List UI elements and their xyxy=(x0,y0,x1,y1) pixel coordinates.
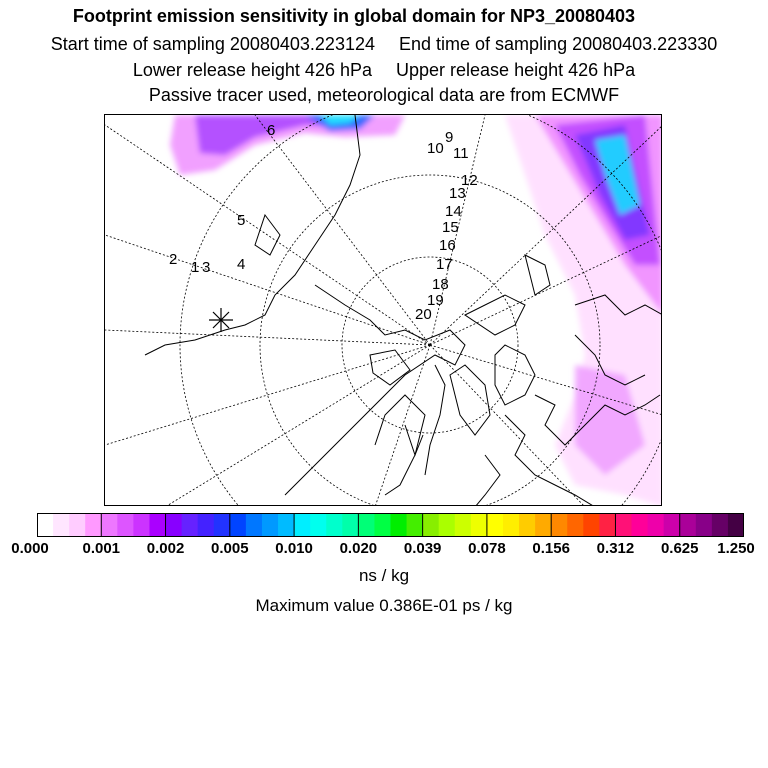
colorbar-tick-label: 0.010 xyxy=(275,540,313,557)
trajectory-label-5: 5 xyxy=(237,212,246,229)
colorbar-swatch xyxy=(358,513,375,537)
colorbar-swatch xyxy=(567,513,584,537)
colorbar-swatch xyxy=(117,513,134,537)
colorbar-tick-label: 1.250 xyxy=(717,540,755,557)
colorbar-swatch xyxy=(728,513,744,537)
colorbar-swatch xyxy=(37,513,54,537)
colorbar-swatch xyxy=(149,513,166,537)
colorbar-swatch xyxy=(648,513,665,537)
colorbar-units: ns / kg xyxy=(358,566,410,585)
colorbar-swatch xyxy=(278,513,295,537)
trajectory-label-1: 1 xyxy=(191,259,200,276)
colorbar-swatch xyxy=(455,513,472,537)
trajectory-label-17: 17 xyxy=(436,256,453,273)
trajectory-label-10: 10 xyxy=(427,140,444,157)
colorbar-swatch xyxy=(310,513,327,537)
trajectory-label-4: 4 xyxy=(237,256,246,273)
colorbar-swatch xyxy=(583,513,600,537)
colorbar-swatch xyxy=(471,513,488,537)
colorbar-swatch xyxy=(374,513,391,537)
colorbar-swatch xyxy=(439,513,456,537)
trajectory-label-13: 13 xyxy=(449,185,466,202)
colorbar-swatch xyxy=(294,513,311,537)
upper-release-label: Upper release height 426 hPa xyxy=(396,60,636,80)
end-time-label: End time of sampling 20080403.223330 xyxy=(399,34,718,54)
colorbar-swatch xyxy=(166,513,183,537)
emission-plume-east xyxy=(505,115,662,506)
colorbar-swatch xyxy=(519,513,536,537)
colorbar-swatch xyxy=(615,513,632,537)
colorbar-swatch xyxy=(487,513,504,537)
colorbar-swatch xyxy=(407,513,424,537)
trajectory-label-9: 9 xyxy=(445,129,454,146)
trajectory-label-19: 19 xyxy=(427,292,444,309)
colorbar-tick-label: 0.020 xyxy=(339,540,378,557)
colorbar-tick-label: 0.002 xyxy=(146,540,185,557)
colorbar-scale xyxy=(37,513,744,537)
colorbar-swatch xyxy=(230,513,247,537)
colorbar-swatch xyxy=(535,513,552,537)
trajectory-label-16: 16 xyxy=(439,237,456,254)
colorbar-swatch xyxy=(342,513,359,537)
colorbar-tick-label: 0.039 xyxy=(403,540,442,557)
colorbar xyxy=(37,513,744,537)
colorbar-swatch xyxy=(101,513,118,537)
colorbar-swatch xyxy=(214,513,231,537)
trajectory-label-15: 15 xyxy=(442,219,459,236)
colorbar-swatch xyxy=(133,513,150,537)
tracer-note: Passive tracer used, meteorological data are from ECMWF xyxy=(148,85,620,105)
start-time-label: Start time of sampling 20080403.223124 xyxy=(50,34,375,54)
colorbar-tick-label: 0.000 xyxy=(11,540,49,557)
maximum-value: Maximum value 0.386E-01 ps / kg xyxy=(255,596,513,615)
lower-release-label: Lower release height 426 hPa xyxy=(132,60,372,80)
trajectory-label-11: 11 xyxy=(453,145,469,162)
colorbar-swatch xyxy=(198,513,215,537)
colorbar-swatch xyxy=(696,513,713,537)
colorbar-swatch xyxy=(391,513,408,537)
colorbar-tick-label: 0.625 xyxy=(660,540,699,557)
trajectory-label-6: 6 xyxy=(267,122,276,139)
figure-title: Footprint emission sensitivity in global domain for NP3_20080403 xyxy=(72,6,636,26)
colorbar-swatch xyxy=(664,513,681,537)
colorbar-swatch xyxy=(423,513,440,537)
trajectory-label-12: 12 xyxy=(461,172,478,189)
colorbar-swatch xyxy=(182,513,199,537)
colorbar-swatch xyxy=(712,513,729,537)
polar-map xyxy=(104,114,662,506)
colorbar-swatch xyxy=(632,513,649,537)
trajectory-label-18: 18 xyxy=(432,276,449,293)
trajectory-label-14: 14 xyxy=(445,203,462,220)
colorbar-swatch xyxy=(53,513,70,537)
colorbar-swatch xyxy=(680,513,697,537)
colorbar-swatch xyxy=(262,513,279,537)
colorbar-swatch xyxy=(326,513,343,537)
trajectory-label-2: 2 xyxy=(169,251,178,268)
trajectory-label-20: 20 xyxy=(415,306,432,323)
map-canvas xyxy=(105,115,662,506)
sampling-times xyxy=(0,34,768,55)
colorbar-swatch xyxy=(551,513,568,537)
release-heights xyxy=(0,60,768,81)
colorbar-tick-label: 0.001 xyxy=(82,540,121,557)
trajectory-label-3: 3 xyxy=(202,259,211,276)
colorbar-swatch xyxy=(599,513,616,537)
colorbar-tick-label: 0.156 xyxy=(532,540,570,557)
colorbar-swatch xyxy=(69,513,86,537)
colorbar-swatch xyxy=(246,513,263,537)
colorbar-tick-label: 0.312 xyxy=(596,540,635,557)
colorbar-tick-label: 0.005 xyxy=(211,540,249,557)
colorbar-swatch xyxy=(503,513,520,537)
emission-plume-northwest xyxy=(170,115,405,175)
colorbar-tick-label: 0.078 xyxy=(468,540,506,557)
colorbar-swatch xyxy=(85,513,102,537)
